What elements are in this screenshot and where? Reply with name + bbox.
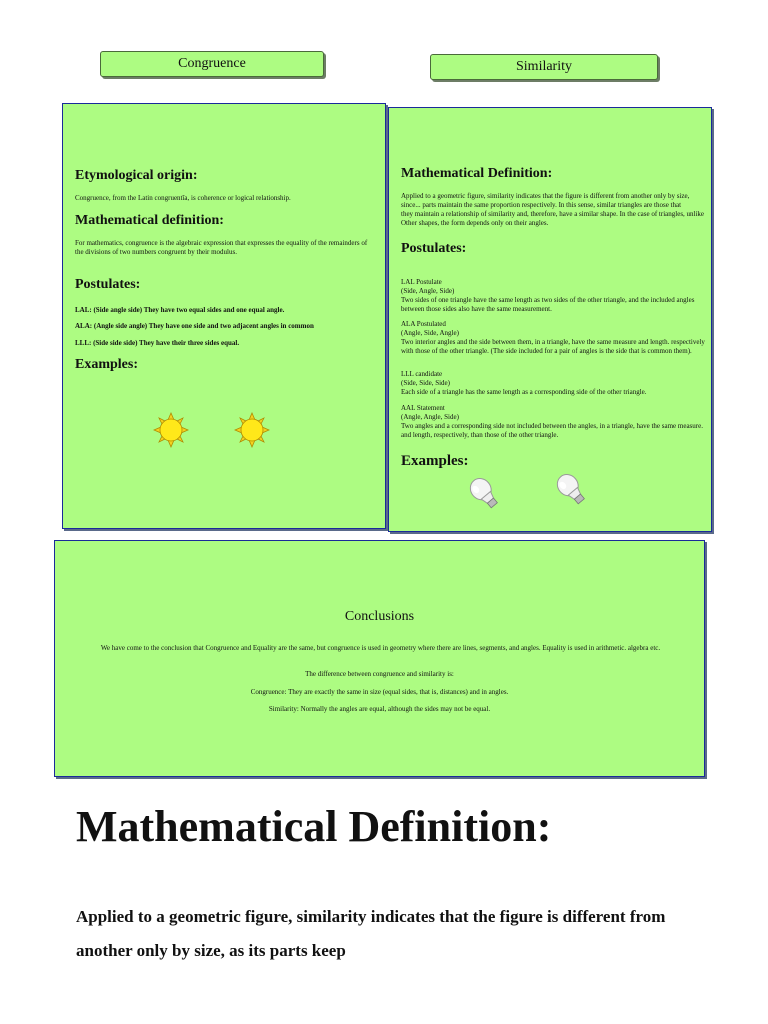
sun-icon [234,412,270,448]
postulate-lll: LLL: (Side side side) They have their three sides equal. [75,339,240,347]
sun-icon [153,412,189,448]
postulate-aal-block [401,404,707,440]
congruence-line: Congruence: They are exactly the same in size (equal sides, that is, distances) and in angles. [250,688,509,696]
tab-congruence[interactable] [100,51,324,77]
postulate-text: Two sides of one triangle have the same length as two sides of the other triangle, and the included angles between those sides also have the same measurement. [401,296,695,313]
postulate-text: Two interior angles and the side between them, in a triangle, have the same measure and length. respectively with those of the other triangle. (The side included for a pair of angles is the side that is common them). [401,338,705,355]
light-bulb-icon [465,474,503,512]
similarity-math-def-heading: Mathematical Definition: [401,166,553,181]
definition-paragraph: Applied to a geometric figure, similarity indicates that the figure is different from another only by size, as its parts keep [76,907,666,960]
postulate-sub: (Side, Side, Side) [401,379,450,387]
conclusions-paragraph: We have come to the conclusion that Congruence and Equality are the same, but congruence is used in geometry where there are lines, segments, and angles. Equality is used in arithmetic. algebra etc. [100,644,661,652]
postulate-title: ALA Postulated [401,320,446,328]
conclusions-panel [54,540,705,777]
examples-heading: Examples: [75,357,138,372]
postulate-ala: ALA: (Angle side angle) They have one side and two adjacent angles in common [75,322,314,330]
postulate-lal: LAL: (Side angle side) They have two equal sides and one equal angle. [75,306,285,314]
tab-similarity[interactable] [430,54,658,80]
postulates-heading: Postulates: [75,277,141,292]
postulate-sub: (Angle, Side, Angle) [401,329,459,337]
postulate-text: Two angles and a corresponding side not included between the angles, in a triangle, have the same measure. and length, respectively, than those of the other triangle. [401,422,703,439]
etymology-text: Congruence, from the Latin congruentĭa, is coherence or logical relationship. [75,194,291,202]
postulate-title: AAL Statement [401,404,445,412]
similarity-math-def-text-1: Applied to a geometric figure, similarity indicates that the figure is different from another only by size, since... parts maintain the same proportion respectively. In this sense, similar triangles are those that [401,192,690,209]
postulate-ala-block [401,320,707,356]
light-bulb-icon [552,470,590,508]
postulate-title: LAL Postulate [401,278,442,286]
similarity-panel [388,107,712,532]
congruence-panel [62,103,386,529]
similarity-examples-heading: Examples: [401,453,469,469]
postulate-sub: (Angle, Angle, Side) [401,413,459,421]
page-title: Mathematical Definition: [76,802,552,851]
similarity-math-def-text-3: Other shapes, the form depends only on their angles. [401,219,549,227]
tab-similarity-label: Similarity [516,59,572,74]
conclusions-heading: Conclusions [344,609,415,624]
postulate-sub: (Side, Angle, Side) [401,287,455,295]
similarity-math-def-text-2: they maintain a relationship of similarity and, therefore, have a similar shape. In the case of triangles, unlike [401,210,705,218]
postulate-lal-block [401,278,707,314]
postulate-lll-block [401,370,707,397]
etymology-heading: Etymological origin: [75,168,198,183]
postulate-title: LLL candidate [401,370,443,378]
similarity-line: Similarity: Normally the angles are equal, although the sides may not be equal. [268,705,491,713]
tab-congruence-label: Congruence [178,56,246,71]
math-def-heading: Mathematical definition: [75,213,224,228]
difference-intro: The difference between congruence and similarity is: [305,670,454,678]
math-def-text: For mathematics, congruence is the algebraic expression that expresses the equality of the remainders of the divisions of two numbers congruent by their modulus. [75,239,368,256]
similarity-postulates-heading: Postulates: [401,241,467,256]
postulate-text: Each side of a triangle has the same length as a corresponding side of the other triangle. [401,388,647,396]
